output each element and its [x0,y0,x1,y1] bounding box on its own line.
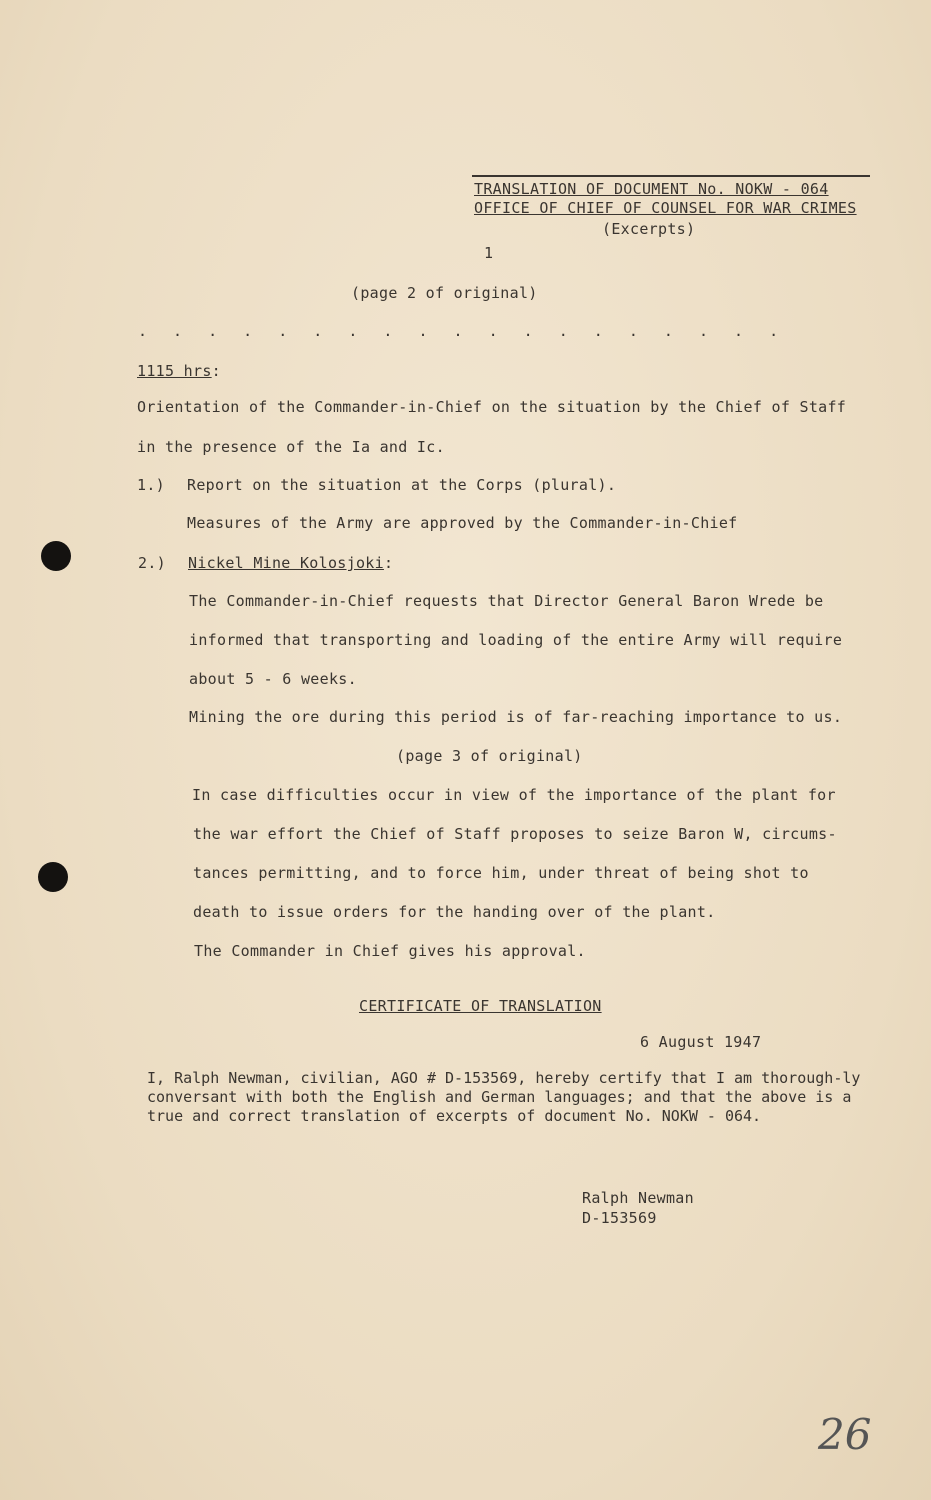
item-1-number: 1.) [137,476,165,494]
item-2-para-3-line-3: tances permitting, and to force him, under threat of being shot to [193,864,809,882]
item-1-line-2: Measures of the Army are approved by the Commander-in-Chief [187,514,738,532]
time-heading [137,362,221,380]
item-2-para-3-line-2: the war effort the Chief of Staff proposes to seize Baron W, circums- [193,825,837,843]
handwritten-page-number: 26 [818,1410,872,1459]
item-1-line-1: Report on the situation at the Corps (plural). [187,476,617,494]
item-2-para-3-line-4: death to issue orders for the handing over of the plant. [193,903,716,921]
item-2-para-1-line-3: about 5 - 6 weeks. [189,670,357,688]
item-2-para-1-line-2: informed that transporting and loading of the entire Army will require [189,631,843,649]
punch-hole-top [41,541,71,571]
item-2-para-2-line-1: Mining the ore during this period is of far-reaching importance to us. [189,708,843,726]
item-2-number: 2.) [138,554,166,572]
time-colon: : [211,362,221,380]
item-2-para-3-line-1: In case difficulties occur in view of the importance of the plant for [192,786,836,804]
punch-hole-bottom [38,862,68,892]
certificate-title: CERTIFICATE OF TRANSLATION [359,997,602,1015]
item-2-heading-colon: : [383,554,394,572]
page-number: 1 [484,244,494,262]
time-label: 1115 hrs [137,362,212,380]
signatory-name: Ralph Newman [582,1189,694,1207]
item-2-para-4-line-1: The Commander in Chief gives his approval. [194,942,586,960]
item-2-heading [188,554,393,572]
page-reference-1: (page 2 of original) [351,284,538,302]
orientation-line-1: Orientation of the Commander-in-Chief on the situation by the Chief of Staff [137,398,847,416]
header-rule-top [472,175,870,177]
signatory-id: D-153569 [582,1209,657,1227]
ellipsis-dots: . . . . . . . . . . . . . . . . . . . [138,322,787,340]
page-reference-2: (page 3 of original) [396,747,583,765]
certificate-body: I, Ralph Newman, civilian, AGO # D-153569, hereby certify that I am thorough-ly conversant with both the English and German languages; and that the above is a true and correct translation of excerpts of document No. NOKW - 064. [147,1069,861,1125]
item-2-para-1-line-1: The Commander-in-Chief requests that Director General Baron Wrede be [189,592,824,610]
header-title: TRANSLATION OF DOCUMENT No. NOKW - 064 [474,180,829,198]
header-office: OFFICE OF CHIEF OF COUNSEL FOR WAR CRIMES [474,199,857,217]
item-2-heading-text: Nickel Mine Kolosjoki [188,554,384,572]
header-excerpts: (Excerpts) [602,220,696,238]
certificate-date: 6 August 1947 [640,1033,762,1051]
orientation-line-2: in the presence of the Ia and Ic. [137,438,445,456]
